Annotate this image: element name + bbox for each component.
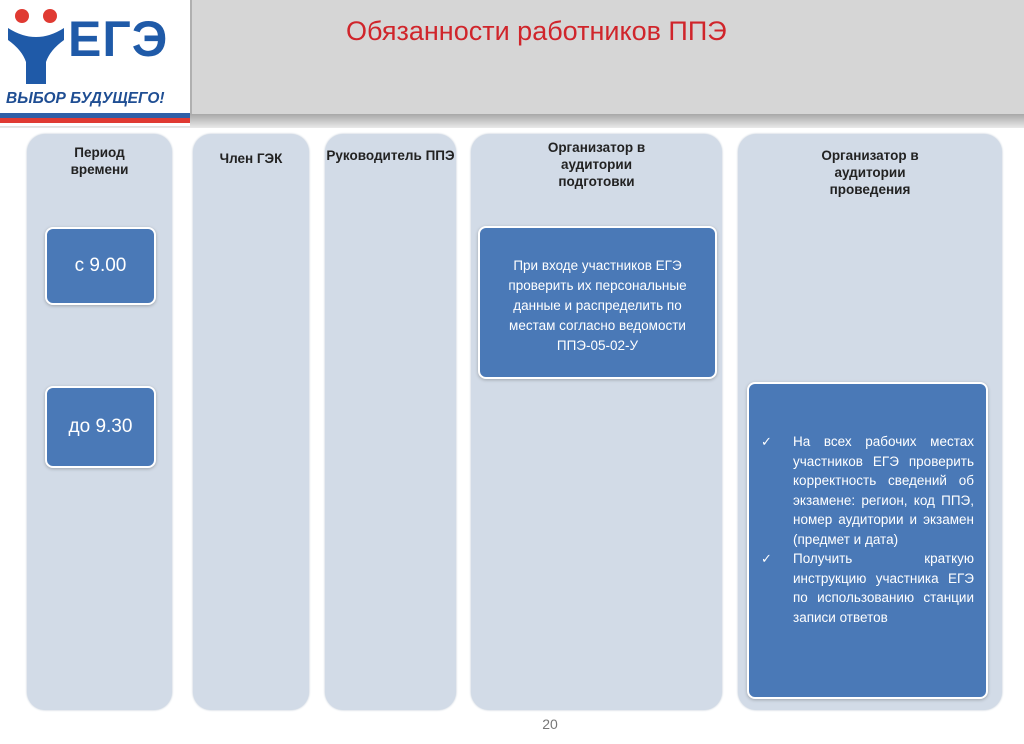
exam-duties-list bbox=[761, 432, 974, 627]
checkmark-icon: ✓ bbox=[761, 551, 772, 566]
time-end-box: до 9.30 bbox=[45, 386, 156, 468]
column-organizer-exam bbox=[738, 134, 1002, 710]
column-gek-member bbox=[193, 134, 309, 710]
ege-logo bbox=[0, 0, 190, 126]
column-ppe-head bbox=[325, 134, 456, 710]
logo-slogan: ВЫБОР БУДУЩЕГО! bbox=[6, 90, 165, 107]
time-start-box: с 9.00 bbox=[45, 227, 156, 305]
duty-item bbox=[761, 432, 974, 549]
prep-task-text: При входе участников ЕГЭ проверить их персональные данные и распределить по местам согласно ведомости ППЭ-05-02-У bbox=[508, 258, 687, 353]
column-header-organizer-prep: Организатор в аудитории подготовки bbox=[547, 140, 646, 189]
duty-item bbox=[761, 549, 974, 627]
checkmark-icon: ✓ bbox=[761, 434, 772, 449]
column-header-gek-member: Член ГЭК bbox=[219, 151, 283, 166]
column-header-organizer-exam: Организатор в аудитории проведения bbox=[821, 148, 919, 197]
column-period bbox=[27, 134, 172, 710]
person-figure-icon bbox=[2, 6, 72, 88]
logo-wordmark: ЕГЭ bbox=[68, 11, 169, 67]
slide-title: Обязанности работников ППЭ bbox=[346, 16, 727, 46]
prep-task-box bbox=[478, 226, 717, 379]
column-header-ppe-head: Руководитель ППЭ bbox=[326, 148, 455, 163]
column-header-period: Период времени bbox=[70, 145, 129, 177]
logo-stripe-red bbox=[0, 118, 190, 123]
duty-text: На всех рабочих местах участников ЕГЭ проверить корректность сведений об экзамене: регион, код ППЭ, номер аудитории и экзамен (предмет и дата) bbox=[793, 434, 974, 547]
exam-duties-box bbox=[747, 382, 988, 699]
duty-text: Получить краткую инструкцию участника ЕГЭ по использованию станции записи ответов bbox=[793, 551, 974, 625]
column-organizer-prep bbox=[471, 134, 722, 710]
page-number: 20 bbox=[542, 716, 558, 732]
